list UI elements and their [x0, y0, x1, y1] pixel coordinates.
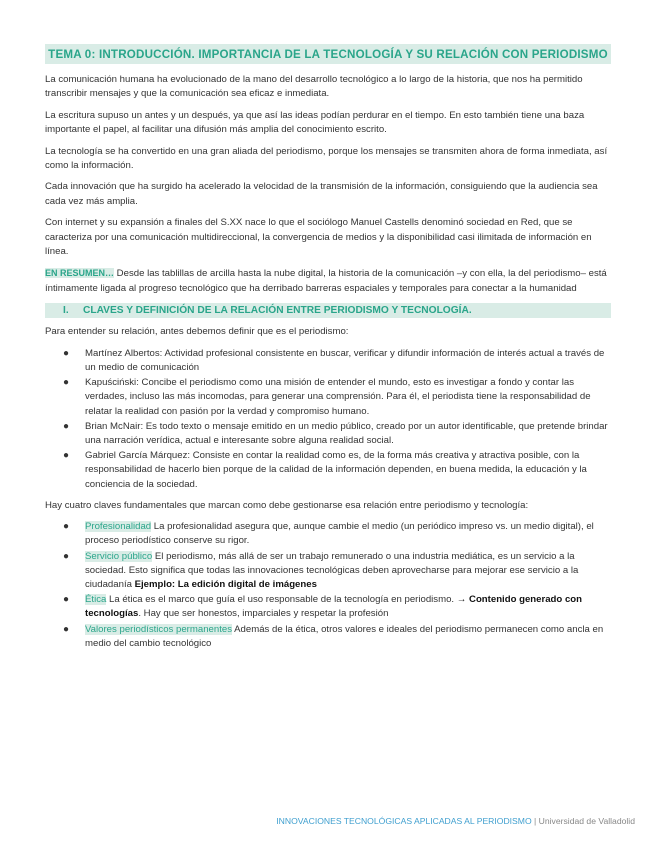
clave-example: → Contenido generado con tecnologías	[85, 594, 583, 620]
definition-text: Brian McNair: Es todo texto o mensaje emitido en un medio público, creado por un autor identificable, que pretende brindar una narración verídica, actual e interesante sobre alguna realidad social.	[85, 420, 608, 446]
bullet-icon: ●	[63, 623, 70, 635]
clave-text: El periodismo, más allá de ser un trabajo remunerado o una industria mediática, es un servicio a la sociedad. Esto significa que todas las innovaciones tecnológicas deben aprovecharse para mejorar ese servicio a la ciudadanía	[85, 550, 579, 590]
bullet-icon: ●	[63, 521, 70, 533]
summary-paragraph	[45, 266, 611, 296]
page-title: TEMA 0: INTRODUCCIÓN. IMPORTANCIA DE LA TECNOLOGÍA Y SU RELACIÓN CON PERIODISMO	[45, 44, 611, 64]
list-item	[63, 520, 611, 548]
claves-lead: Hay cuatro claves fundamentales que marcan como debe gestionarse esa relación entre periodismo y tecnología:	[45, 499, 529, 511]
bullet-icon: ●	[63, 594, 70, 606]
footer-course: INNOVACIONES TECNOLÓGICAS APLICADAS AL PERIODISMO	[276, 816, 532, 826]
clave-tail: . Hay que ser honestos, imparciales y respetar la profesión	[138, 608, 389, 620]
clave-text: La profesionalidad asegura que, aunque cambie el medio (un periódico impreso vs. un medio digital), el proceso periodístico conserve su rigor.	[85, 521, 594, 547]
list-item	[63, 593, 611, 621]
claves-list	[45, 520, 611, 651]
clave-example: Ejemplo: La edición digital de imágenes	[134, 578, 317, 590]
clave-label: Servicio público	[85, 550, 153, 562]
definitions-lead: Para entender su relación, antes debemos definir que es el periodismo:	[45, 326, 349, 338]
footer-university: Universidad de Valladolid	[538, 816, 635, 826]
document-page	[45, 44, 611, 658]
bullet-icon: ●	[63, 550, 70, 562]
list-item	[63, 623, 611, 651]
list-item	[63, 347, 611, 375]
clave-text: Además de la ética, otros valores e ideales del periodismo permanecen como ancla en medio del cambio tecnológico	[85, 623, 604, 649]
definitions-list	[45, 347, 611, 492]
intro-paragraph-4: Cada innovación que ha surgido ha acelerado la velocidad de la transmisión de la información, consiguiendo que la audiencia sea cada vez más amplia.	[45, 181, 598, 207]
section-heading	[45, 303, 611, 318]
intro-paragraph-2: La escritura supuso un antes y un después, ya que así las ideas podían perdurar en el tiempo. En esto también tiene una baza importante el papel, al facilitar una difusión más amplia del conocimiento escrito.	[45, 109, 585, 136]
clave-text: La ética es el marco que guía el uso responsable de la tecnología en periodismo.	[106, 594, 457, 606]
list-item	[63, 376, 611, 419]
intro-paragraph-1: La comunicación humana ha evolucionado de la mano del desarrollo tecnológico a lo largo de la historia, que nos ha permitido transcribir mensajes y que la comunicación sea eficaz e inmediata.	[45, 74, 583, 100]
list-item	[63, 449, 611, 492]
bullet-icon: ●	[63, 377, 70, 389]
definition-text: Martínez Albertos: Actividad profesional consistente en buscar, verificar y difundir información de interés actual a través de un medio de comunicación	[85, 347, 605, 373]
bullet-icon: ●	[63, 420, 70, 432]
footer-separator: |	[531, 816, 539, 826]
section-number: I.	[63, 305, 69, 317]
clave-label: Profesionalidad	[85, 521, 152, 533]
intro-paragraph-5: Con internet y su expansión a finales del S.XX nace lo que el sociólogo Manuel Castells denominó sociedad en Red, que se caracteriza por una comunicación multidireccional, la convergencia de medios y la disponibilidad casi ilimitada de información en línea.	[45, 217, 592, 258]
clave-label: Ética	[85, 594, 107, 606]
clave-label: Valores periodísticos permanentes	[85, 623, 233, 635]
page-footer	[276, 816, 635, 826]
definition-text: Kapuściński: Concibe el periodismo como una misión de entender el mundo, esto es investigar a fondo y contar las verdades, incluso las más incomodas, para generar una comprensión. Para él, el periodista tiene la responsabilidad de relatar la realidad con pasión por la verdad y compromiso humano.	[85, 377, 591, 417]
bullet-icon: ●	[63, 450, 70, 462]
summary-label: EN RESUMEN…	[45, 268, 115, 279]
bullet-icon: ●	[63, 347, 70, 359]
intro-paragraph-3: La tecnología se ha convertido en una gran aliada del periodismo, porque los mensajes se transmiten ahora de forma inmediata, así como la información.	[45, 145, 608, 172]
definition-text: Gabriel García Márquez: Consiste en contar la realidad como es, de la forma más creativa y atractiva posible, con la responsabilidad de hacerlo bien porque de la calidad de la información dependen, en buena medida, la educación y la conciencia de la sociedad.	[85, 450, 587, 490]
section-title: CLAVES Y DEFINICIÓN DE LA RELACIÓN ENTRE PERIODISMO Y TECNOLOGÍA.	[83, 305, 472, 317]
list-item	[63, 550, 611, 593]
summary-text: Desde las tablillas de arcilla hasta la nube digital, la historia de la comunicación –y con ella, la del periodismo– está íntimamente ligada al progreso tecnológico que ha derribado barreras espaciales y temporales para conectar a la humanidad	[45, 268, 607, 294]
list-item	[63, 420, 611, 448]
